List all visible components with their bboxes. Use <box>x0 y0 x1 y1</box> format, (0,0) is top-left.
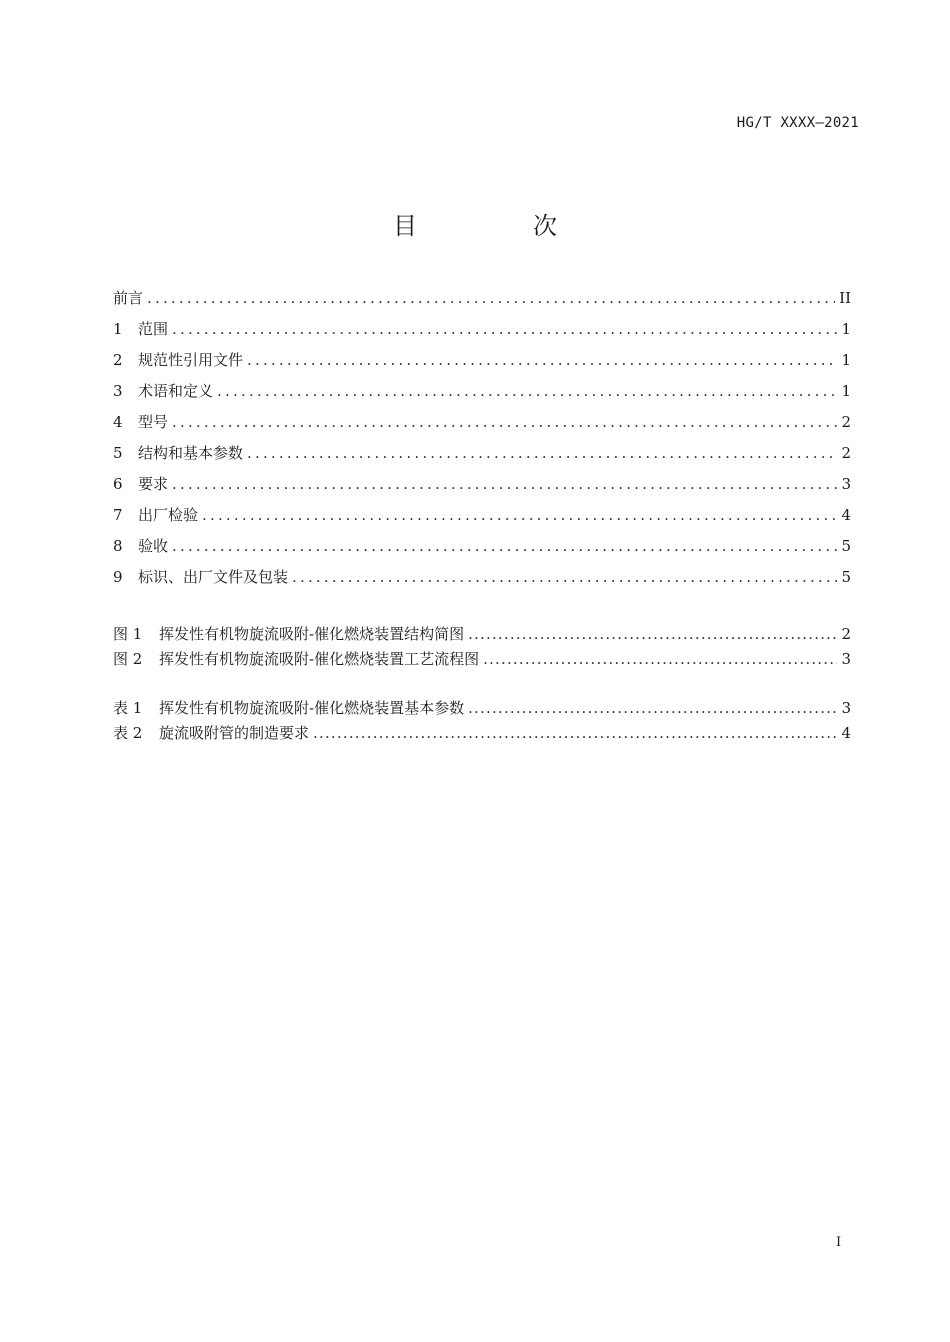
toc-entry-5[interactable] <box>113 443 851 463</box>
table-entry-prefix: 表 2 <box>113 724 143 742</box>
toc-leader <box>468 624 837 644</box>
toc-leader <box>483 649 837 669</box>
toc-entry-label: 前言 <box>113 289 144 307</box>
toc-entry-number: 7 <box>113 506 123 524</box>
toc-leader <box>172 319 837 339</box>
figure-entry-prefix: 图 2 <box>113 650 143 668</box>
toc-leader <box>292 567 837 587</box>
toc-entry-page: 4 <box>841 506 851 524</box>
toc-leader <box>468 698 837 718</box>
toc-leader <box>172 412 837 432</box>
table-entry-label: 挥发性有机物旋流吸附-催化燃烧装置基本参数 <box>159 699 465 717</box>
toc-leader <box>172 536 837 556</box>
page-title: 目 次 <box>393 212 603 240</box>
toc-entry-foreword[interactable] <box>113 288 851 308</box>
toc-entry-page: 1 <box>841 320 851 338</box>
toc-entry-3[interactable] <box>113 381 851 401</box>
toc-leader <box>247 443 837 463</box>
toc-entry-number: 5 <box>113 444 123 462</box>
toc-entry-number: 9 <box>113 568 123 586</box>
table-list <box>113 698 851 743</box>
table-entry-label: 旋流吸附管的制造要求 <box>159 724 310 742</box>
figure-entry-1[interactable] <box>113 624 851 644</box>
toc-entry-8[interactable] <box>113 536 851 556</box>
toc-leader <box>247 350 837 370</box>
figure-entry-2[interactable] <box>113 649 851 669</box>
toc-entry-4[interactable] <box>113 412 851 432</box>
page-number: I <box>836 1235 842 1250</box>
toc-entry-label: 范围 <box>138 320 169 338</box>
toc-leader <box>313 723 837 743</box>
toc-entry-page: 2 <box>841 444 851 462</box>
toc-leader <box>147 288 835 308</box>
toc-entry-label: 验收 <box>138 537 169 555</box>
toc-entry-label: 规范性引用文件 <box>138 351 244 369</box>
toc-entry-number: 8 <box>113 537 123 555</box>
table-entry-1[interactable] <box>113 698 851 718</box>
toc-entry-label: 术语和定义 <box>138 382 214 400</box>
toc-entry-label: 型号 <box>138 413 169 431</box>
toc-entry-label: 标识、出厂文件及包装 <box>138 568 289 586</box>
figure-entry-prefix: 图 1 <box>113 625 143 643</box>
table-entry-page: 3 <box>841 699 851 717</box>
toc-entry-number: 1 <box>113 320 123 338</box>
toc-entry-page: II <box>839 289 851 307</box>
toc-entry-page: 2 <box>841 413 851 431</box>
toc-entry-7[interactable] <box>113 505 851 525</box>
toc-entry-number: 3 <box>113 382 123 400</box>
toc-entry-page: 5 <box>841 568 851 586</box>
figure-entry-label: 挥发性有机物旋流吸附-催化燃烧装置结构简图 <box>159 625 465 643</box>
figure-entry-label: 挥发性有机物旋流吸附-催化燃烧装置工艺流程图 <box>159 650 480 668</box>
table-entry-prefix: 表 1 <box>113 699 143 717</box>
toc-leader <box>172 474 837 494</box>
toc-entry-page: 3 <box>841 475 851 493</box>
toc-entry-label: 结构和基本参数 <box>138 444 244 462</box>
toc-leader <box>217 381 837 401</box>
toc-entry-1[interactable] <box>113 319 851 339</box>
toc-entry-number: 6 <box>113 475 123 493</box>
table-entry-page: 4 <box>841 724 851 742</box>
toc-entry-page: 1 <box>841 382 851 400</box>
toc-entry-label: 要求 <box>138 475 169 493</box>
toc-main <box>113 288 851 587</box>
toc-entry-number: 2 <box>113 351 123 369</box>
toc-entry-label: 出厂检验 <box>138 506 199 524</box>
toc-entry-number: 4 <box>113 413 123 431</box>
figure-list <box>113 624 851 669</box>
toc-leader <box>202 505 837 525</box>
figure-entry-page: 2 <box>841 625 851 643</box>
toc-entry-page: 1 <box>841 351 851 369</box>
standard-code: HG/T XXXX—2021 <box>736 115 859 131</box>
toc-entry-2[interactable] <box>113 350 851 370</box>
toc-entry-6[interactable] <box>113 474 851 494</box>
figure-entry-page: 3 <box>841 650 851 668</box>
toc-entry-9[interactable] <box>113 567 851 587</box>
toc-entry-page: 5 <box>841 537 851 555</box>
table-entry-2[interactable] <box>113 723 851 743</box>
